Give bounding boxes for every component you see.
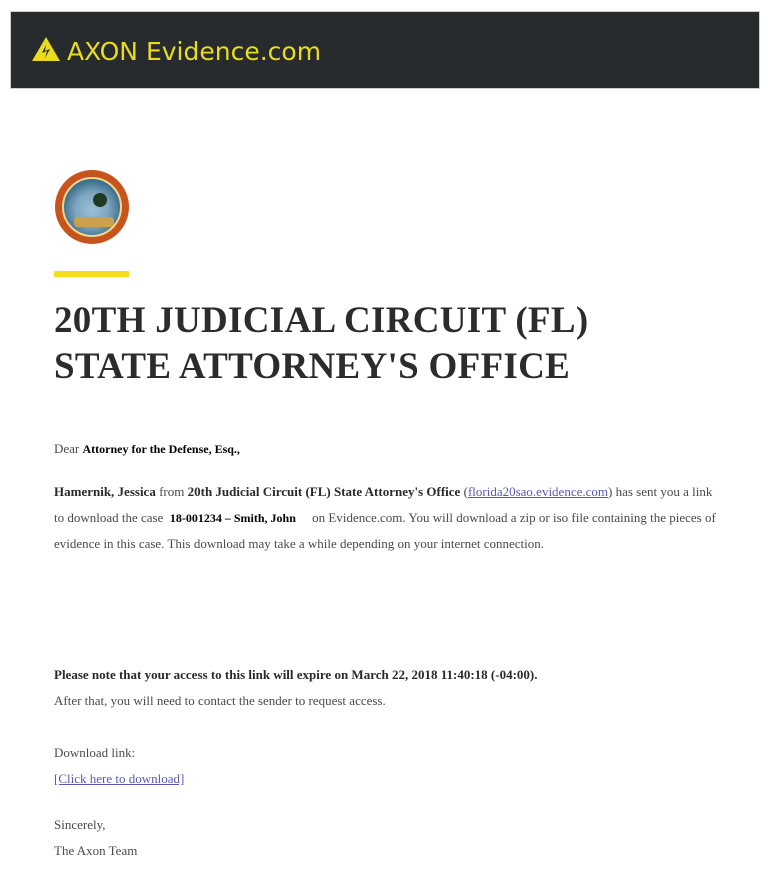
axon-delta-logo-icon	[31, 36, 67, 67]
message-text-2: on Evidence.com. You will download a zip or iso file containing the pieces of evidence in this case. This download may take a while depending on your internet connection.	[54, 510, 716, 551]
agency-name: 20th Judicial Circuit (FL) State Attorney's Office	[187, 484, 461, 499]
accent-divider	[54, 271, 129, 277]
state-of-florida-seal-icon	[55, 170, 129, 244]
paren-open: (	[463, 484, 468, 499]
email-header	[10, 11, 760, 89]
team-name: The Axon Team	[54, 843, 138, 858]
download-label: Download link:	[54, 745, 136, 760]
seal-center	[62, 177, 122, 237]
expiry-text: Please note that your access to this link will expire on March 22, 2018 11:40:18 (-04:00).	[54, 667, 538, 682]
salutation: Dear	[54, 441, 80, 456]
case-label: 18-001234 – Smith, John	[169, 511, 296, 525]
sender-name: Hamernik, Jessica	[54, 484, 156, 499]
title-line-1: 20TH JUDICIAL CIRCUIT (FL)	[54, 300, 589, 341]
axon-logo	[31, 32, 321, 70]
download-section	[54, 740, 184, 792]
from-word: from	[159, 484, 185, 499]
page-title	[54, 298, 588, 390]
closing: Sincerely,	[54, 817, 106, 832]
palm-tree-icon	[93, 193, 107, 207]
brand-name: AXON Evidence.com	[67, 36, 322, 66]
follow-up-text: After that, you will need to contact the sender to request access.	[54, 693, 386, 708]
download-link[interactable]: [Click here to download]	[54, 771, 185, 786]
greeting	[54, 436, 240, 462]
expiry-notice	[54, 662, 538, 714]
paren-close: )	[608, 484, 613, 499]
message-body	[54, 479, 724, 557]
recipient-name: Attorney for the Defense, Esq.,	[82, 442, 240, 456]
message-text-1: has sent you a link to download the case	[54, 484, 713, 525]
seal-shore	[74, 217, 114, 227]
agency-domain-link[interactable]: florida20sao.evidence.com	[467, 484, 608, 499]
title-line-2: STATE ATTORNEY'S OFFICE	[54, 346, 571, 387]
signature	[54, 812, 137, 864]
